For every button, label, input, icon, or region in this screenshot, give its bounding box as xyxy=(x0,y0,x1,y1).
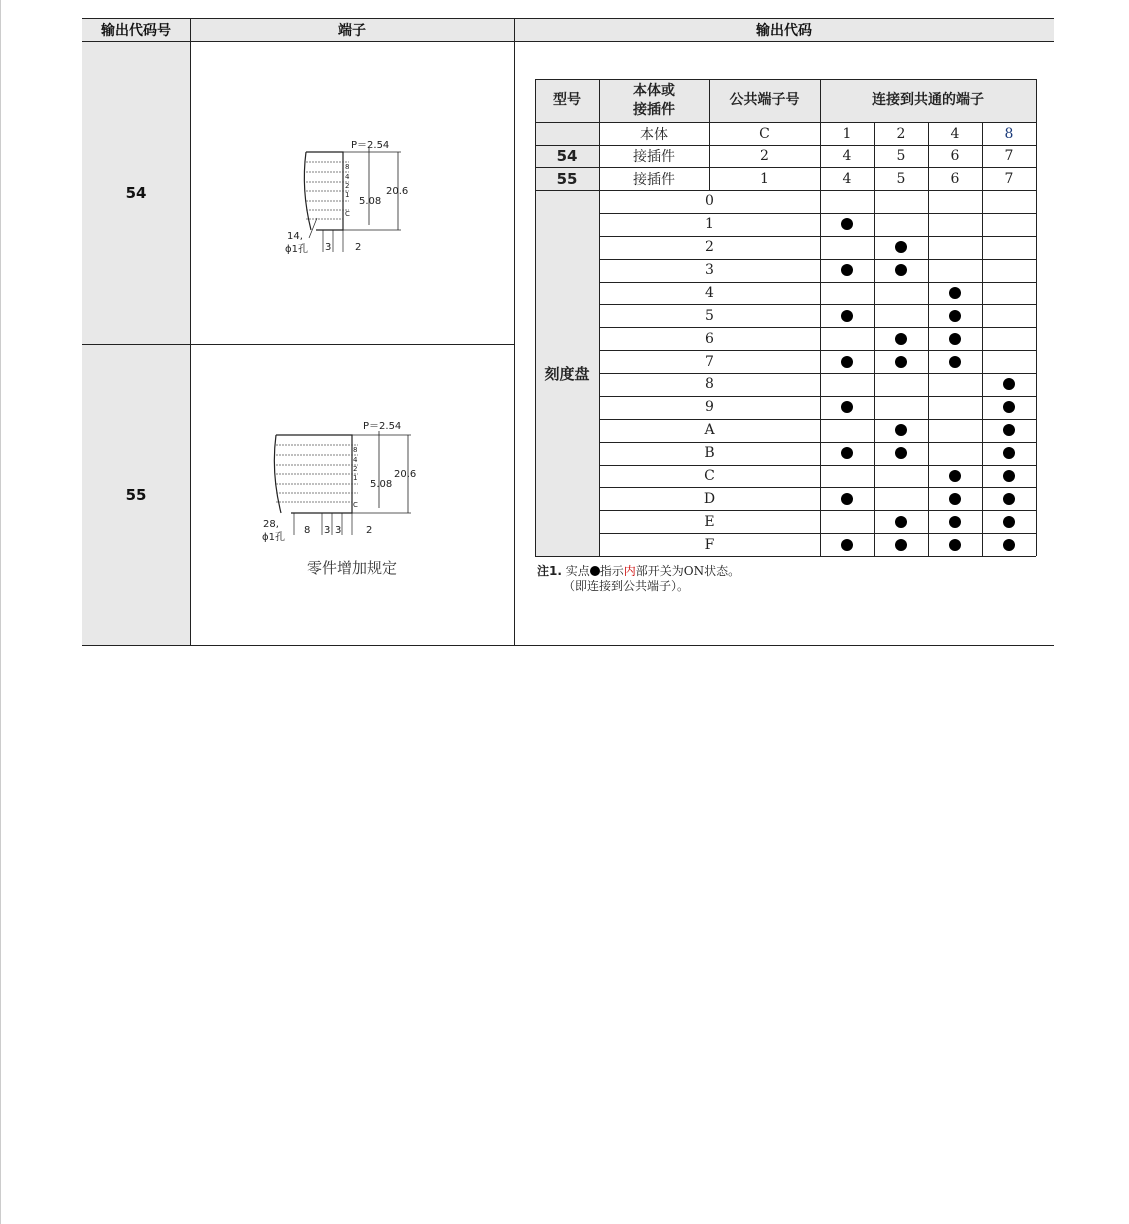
dot-cell xyxy=(928,442,982,465)
dot-cell xyxy=(928,487,982,510)
grid-line xyxy=(928,122,929,556)
dot-cell xyxy=(874,533,928,556)
filled-dot-icon xyxy=(841,447,853,459)
dot-cell xyxy=(982,533,1036,556)
pin-label: 8 xyxy=(345,163,350,171)
dim-label: 2 xyxy=(355,242,362,253)
dial-value: 8 xyxy=(705,376,714,393)
dot-cell xyxy=(982,465,1036,488)
dot-cell xyxy=(874,396,928,419)
pin-label: C xyxy=(353,501,358,509)
dot-cell xyxy=(874,373,928,396)
diagram-caption: 零件增加规定 xyxy=(306,558,397,577)
grid-line xyxy=(599,304,1036,305)
header-common-terminal: 公共端子号 xyxy=(729,92,800,108)
dot-cell xyxy=(982,327,1036,350)
terminal-cell: 1 xyxy=(842,125,852,142)
pin-label: 4 xyxy=(353,456,358,464)
dot-cell xyxy=(820,533,874,556)
filled-dot-icon xyxy=(590,566,600,576)
dial-value: E xyxy=(704,513,715,530)
grid-line xyxy=(709,79,710,190)
dot-cell xyxy=(928,304,982,327)
terminal-cell: 6 xyxy=(950,148,960,164)
dial-value: D xyxy=(703,490,716,507)
grid-line xyxy=(874,122,875,556)
header-model: 型号 xyxy=(553,92,581,108)
terminal-diagram-55 xyxy=(256,413,426,548)
filled-dot-icon xyxy=(841,493,853,505)
filled-dot-icon xyxy=(949,310,961,322)
dot-cell xyxy=(874,487,928,510)
header-connected-terminals: 连接到共通的端子 xyxy=(872,92,984,108)
model-cell: 54 xyxy=(556,147,578,165)
pin-label: 2 xyxy=(353,465,358,473)
dot-cell xyxy=(982,259,1036,282)
filled-dot-icon xyxy=(949,287,961,299)
dot-cell xyxy=(820,350,874,373)
dial-value: F xyxy=(704,536,715,553)
dot-cell xyxy=(874,282,928,305)
code-54: 54 xyxy=(125,183,147,202)
pin-label: C xyxy=(345,210,350,218)
terminal-cell: 5 xyxy=(896,170,906,187)
dot-cell xyxy=(928,533,982,556)
terminal-cell: 8 xyxy=(1004,125,1014,142)
filled-dot-icon xyxy=(841,356,853,368)
dot-cell xyxy=(982,419,1036,442)
terminal-cell: 7 xyxy=(1004,148,1014,164)
filled-dot-icon xyxy=(841,218,853,230)
dot-cell xyxy=(928,373,982,396)
dot-cell xyxy=(874,419,928,442)
type-cell: 接插件 xyxy=(633,171,675,188)
dot-cell xyxy=(982,350,1036,373)
filled-dot-icon xyxy=(841,401,853,413)
grid-line xyxy=(599,442,1036,443)
filled-dot-icon xyxy=(841,539,853,551)
dot-cell xyxy=(928,396,982,419)
dot-cell xyxy=(982,304,1036,327)
dot-cell xyxy=(874,213,928,236)
pin-label: 1 xyxy=(353,474,358,482)
grid-line xyxy=(535,122,1036,123)
dot-cell xyxy=(928,419,982,442)
dot-cell xyxy=(820,487,874,510)
dot-cell xyxy=(928,350,982,373)
filled-dot-icon xyxy=(895,333,907,345)
dot-cell xyxy=(820,419,874,442)
common-terminal-cell: 2 xyxy=(760,148,769,164)
terminal-diagram-54 xyxy=(271,130,421,260)
note-text: 部开关为ON状态。 xyxy=(635,564,741,578)
dot-cell xyxy=(820,282,874,305)
filled-dot-icon xyxy=(895,356,907,368)
pin-count-label: 28, xyxy=(263,519,279,530)
grid-line xyxy=(599,373,1036,374)
grid-line xyxy=(599,510,1036,511)
height-label: 20.6 xyxy=(386,186,409,197)
grid-line xyxy=(599,282,1036,283)
header-terminal: 端子 xyxy=(338,22,366,39)
model-cell: 55 xyxy=(556,169,578,188)
dot-cell xyxy=(820,373,874,396)
filled-dot-icon xyxy=(895,241,907,253)
grid-line xyxy=(599,487,1036,488)
dot-cell xyxy=(928,259,982,282)
dial-value: 5 xyxy=(705,307,714,324)
grid-line xyxy=(599,396,1036,397)
terminal-cell: 4 xyxy=(950,125,960,142)
filled-dot-icon xyxy=(949,470,961,482)
grid-line xyxy=(599,465,1036,466)
dot-cell xyxy=(982,487,1036,510)
dot-cell xyxy=(928,465,982,488)
hole-label: ϕ1孔 xyxy=(262,532,285,543)
dot-cell xyxy=(820,190,874,213)
dot-cell xyxy=(928,282,982,305)
grid-line xyxy=(820,79,821,556)
dial-value: 9 xyxy=(705,399,714,416)
dial-value: 0 xyxy=(705,193,714,210)
dot-cell xyxy=(874,442,928,465)
dial-value: A xyxy=(704,422,715,439)
filled-dot-icon xyxy=(1003,493,1015,505)
model-cell xyxy=(535,122,599,145)
filled-dot-icon xyxy=(895,424,907,436)
dot-cell xyxy=(874,510,928,533)
filled-dot-icon xyxy=(1003,401,1015,413)
filled-dot-icon xyxy=(1003,516,1015,528)
dot-cell xyxy=(928,510,982,533)
note-prefix: 注1. xyxy=(537,564,562,578)
note-text: 实点 xyxy=(565,564,590,578)
filled-dot-icon xyxy=(895,516,907,528)
pitch-label: P＝2.54 xyxy=(363,421,402,432)
terminal-cell: 6 xyxy=(950,170,960,187)
dot-cell xyxy=(820,327,874,350)
common-terminal-cell: 1 xyxy=(760,170,769,187)
dot-cell xyxy=(820,442,874,465)
terminal-cell: 2 xyxy=(896,125,906,142)
dot-cell xyxy=(928,213,982,236)
dot-cell xyxy=(982,236,1036,259)
grid-line xyxy=(599,236,1036,237)
hole-label: ϕ1孔 xyxy=(285,244,308,255)
grid-line xyxy=(535,145,1036,146)
filled-dot-icon xyxy=(949,539,961,551)
dot-cell xyxy=(928,236,982,259)
filled-dot-icon xyxy=(949,516,961,528)
dial-value: 7 xyxy=(705,353,714,370)
dim-label: 3 xyxy=(335,525,342,536)
note-text: 指示 xyxy=(599,564,624,578)
dot-cell xyxy=(982,396,1036,419)
filled-dot-icon xyxy=(1003,470,1015,482)
common-terminal-cell: C xyxy=(759,125,770,142)
dim-label: 3 xyxy=(325,242,332,253)
header-output-code: 输出代码 xyxy=(756,22,812,39)
spacing-label: 5.08 xyxy=(359,196,382,207)
filled-dot-icon xyxy=(895,447,907,459)
dot-cell xyxy=(820,304,874,327)
filled-dot-icon xyxy=(895,539,907,551)
grid-line xyxy=(535,190,1036,191)
filled-dot-icon xyxy=(949,356,961,368)
dot-cell xyxy=(982,190,1036,213)
grid-line xyxy=(535,167,1036,168)
filled-dot-icon xyxy=(949,333,961,345)
terminal-cell: 4 xyxy=(842,148,852,164)
spacing-label: 5.08 xyxy=(370,479,393,490)
grid-line xyxy=(599,79,600,556)
pin-count-label: 14, xyxy=(287,231,303,242)
grid-line xyxy=(535,79,536,556)
dial-value: B xyxy=(704,445,715,462)
dot-cell xyxy=(982,442,1036,465)
filled-dot-icon xyxy=(841,310,853,322)
grid-line xyxy=(599,213,1036,214)
dot-cell xyxy=(982,373,1036,396)
dot-cell xyxy=(874,236,928,259)
dot-cell xyxy=(982,282,1036,305)
grid-line xyxy=(982,122,983,556)
dial-value: 4 xyxy=(705,284,714,301)
pin-label: 2 xyxy=(345,182,350,190)
dot-cell xyxy=(874,190,928,213)
filled-dot-icon xyxy=(841,264,853,276)
dot-cell xyxy=(874,259,928,282)
pin-label: 4 xyxy=(345,173,350,181)
filled-dot-icon xyxy=(1003,424,1015,436)
dim-label: 8 xyxy=(304,525,311,536)
pitch-label: P＝2.54 xyxy=(351,140,390,151)
filled-dot-icon xyxy=(949,493,961,505)
dot-cell xyxy=(874,327,928,350)
grid-line xyxy=(599,350,1036,351)
grid-line xyxy=(535,556,1036,557)
filled-dot-icon xyxy=(1003,447,1015,459)
type-cell: 本体 xyxy=(640,126,668,143)
terminal-cell: 5 xyxy=(896,148,906,164)
dot-cell xyxy=(820,259,874,282)
grid-line xyxy=(599,533,1036,534)
header-output-code-no: 输出代码号 xyxy=(101,22,171,39)
dot-cell xyxy=(874,350,928,373)
type-cell: 接插件 xyxy=(633,149,675,165)
terminal-cell: 7 xyxy=(1004,170,1014,187)
grid-line xyxy=(599,327,1036,328)
dot-cell xyxy=(820,396,874,419)
filled-dot-icon xyxy=(1003,539,1015,551)
note-text: 内 xyxy=(623,564,636,578)
dot-cell xyxy=(928,327,982,350)
height-label: 20.6 xyxy=(394,469,417,480)
dial-value: 2 xyxy=(705,239,714,256)
dot-cell xyxy=(820,510,874,533)
dot-cell xyxy=(820,213,874,236)
dot-cell xyxy=(874,304,928,327)
header-body-or-connector: 本体或 接插件 xyxy=(633,82,675,118)
grid-line xyxy=(599,259,1036,260)
grid-line xyxy=(535,79,1036,80)
pin-label: 8 xyxy=(353,446,358,454)
dial-value: C xyxy=(704,467,715,484)
filled-dot-icon xyxy=(895,264,907,276)
dot-cell xyxy=(982,510,1036,533)
dial-value: 6 xyxy=(705,330,714,347)
dot-cell xyxy=(820,236,874,259)
note-line-2: （即连接到公共端子）。 xyxy=(563,579,690,593)
dot-cell xyxy=(982,213,1036,236)
filled-dot-icon xyxy=(1003,378,1015,390)
dim-label: 2 xyxy=(366,525,373,536)
terminal-cell: 4 xyxy=(842,170,852,187)
grid-line xyxy=(1036,79,1037,556)
dial-value: 1 xyxy=(705,216,714,233)
code-55: 55 xyxy=(125,485,147,504)
pin-label: 1 xyxy=(345,191,350,199)
dot-cell xyxy=(874,465,928,488)
dial-label: 刻度盘 xyxy=(544,364,590,383)
dim-label: 3 xyxy=(324,525,331,536)
dot-cell xyxy=(928,190,982,213)
dial-value: 3 xyxy=(705,262,714,279)
grid-line xyxy=(599,419,1036,420)
dot-cell xyxy=(820,465,874,488)
